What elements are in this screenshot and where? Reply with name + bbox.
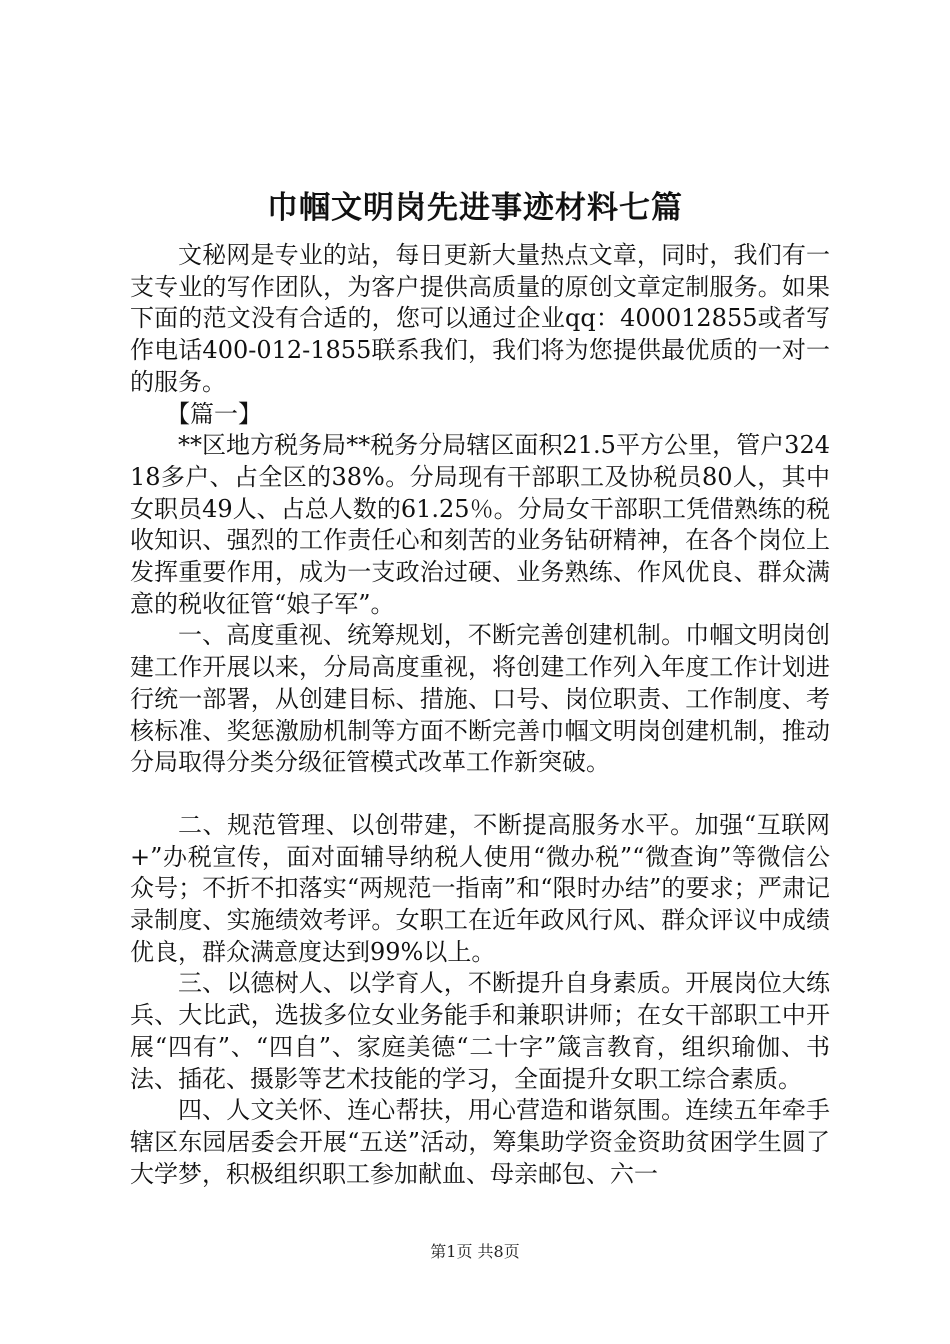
body-paragraph-2: 一、高度重视、统筹规划，不断完善创建机制。巾帼文明岗创建工作开展以来，分局高度重视，将创建工作列入年度工作计划进行统一部署，从创建目标、措施、口号、岗位职责、工作制度、考核标准、奖惩激励机制等方面不断完善巾帼文明岗创建机制，推动分局取得分类分级征管模式改革工作新突破。 (130, 621, 830, 777)
body-paragraph-4: 三、以德树人、以学育人，不断提升自身素质。开展岗位大练兵、大比武，选拔多位女业务能手和兼职讲师；在女干部职工中开展“四有”、“四自”、家庭美德“二十字”箴言教育，组织瑜伽、书法、插花、摄影等艺术技能的学习，全面提升女职工综合素质。 (130, 969, 830, 1093)
body-paragraph-3: 二、规范管理、以创带建，不断提高服务水平。加强“互联网+”办税宣传，面对面辅导纳税人使用“微办税”“微查询”等微信公众号；不折不扣落实“两规范一指南”和“限时办结”的要求；严肃记录制度、实施绩效考评。女职工在近年政风行风、群众评议中成绩优良，群众满意度达到99%以上。 (130, 810, 830, 966)
section-label: 【篇一】 (166, 399, 262, 428)
page-footer: 第1页 共8页 (430, 1242, 520, 1261)
document-body (130, 240, 830, 1190)
body-paragraph-1: **区地方税务局**税务分局辖区面积21.5平方公里，管户32418多户、占全区的38%。分局现有干部职工及协税员80人，其中女职员49人、占总人数的61.25％。分局女干部职工凭借熟练的税收知识、强烈的工作责任心和刻苦的业务钻研精神，在各个岗位上发挥重要作用，成为一支政治过硬、业务熟练、作风优良、群众满意的税收征管“娘子军”。 (130, 431, 830, 618)
document-title: 巾帼文明岗先进事迹材料七篇 (267, 190, 683, 226)
body-paragraph-5: 四、人文关怀、连心帮扶，用心营造和谐氛围。连续五年牵手辖区东园居委会开展“五送”活动，筹集助学资金资助贫困学生圆了大学梦，积极组织职工参加献血、母亲邮包、六一 (130, 1096, 830, 1188)
intro-paragraph: 文秘网是专业的站，每日更新大量热点文章，同时，我们有一支专业的写作团队，为客户提供高质量的原创文章定制服务。如果下面的范文没有合适的，您可以通过企业qq：400012855或者写作电话400-012-1855联系我们，我们将为您提供最优质的一对一的服务。 (130, 241, 830, 396)
